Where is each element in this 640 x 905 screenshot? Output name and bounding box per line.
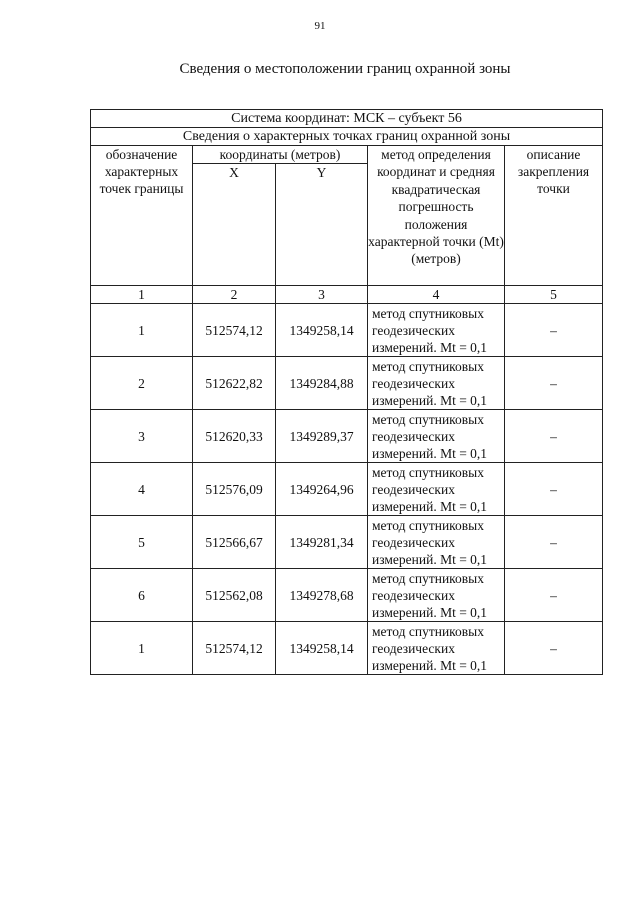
x-coordinate: 512574,12 (193, 304, 276, 357)
fixing-description: – (505, 622, 603, 675)
y-coordinate: 1349258,14 (276, 304, 368, 357)
method-description: метод спутниковых геодезических измерений. Mt = 0,1 (368, 357, 505, 410)
table-row (91, 569, 603, 622)
column-number: 5 (505, 286, 603, 304)
x-coordinate: 512574,12 (193, 622, 276, 675)
x-coordinate: 512622,82 (193, 357, 276, 410)
table-row (91, 463, 603, 516)
document-title: Сведения о местоположении границ охранной зоны (179, 61, 511, 77)
fixing-description: – (505, 304, 603, 357)
column-number: 2 (193, 286, 276, 304)
column-number: 3 (276, 286, 368, 304)
page-number: 91 (314, 20, 326, 32)
boundary-points-table (90, 109, 603, 675)
x-coordinate: 512620,33 (193, 410, 276, 463)
method-description: метод спутниковых геодезических измерений. Mt = 0,1 (368, 516, 505, 569)
table-row (91, 304, 603, 357)
point-number: 6 (91, 569, 193, 622)
method-description: метод спутниковых геодезических измерений. Mt = 0,1 (368, 463, 505, 516)
fixing-description: – (505, 463, 603, 516)
fixing-description: – (505, 516, 603, 569)
fixing-description: – (505, 410, 603, 463)
method-description: метод спутниковых геодезических измерений. Mt = 0,1 (368, 622, 505, 675)
x-coordinate: 512562,08 (193, 569, 276, 622)
point-number: 1 (91, 622, 193, 675)
column-number: 4 (368, 286, 505, 304)
method-description: метод спутниковых геодезических измерений. Mt = 0,1 (368, 569, 505, 622)
table-row (91, 622, 603, 675)
point-number: 3 (91, 410, 193, 463)
header-x: X (193, 164, 276, 286)
header-designation: обозначение характерных точек границы (91, 146, 193, 286)
point-number: 1 (91, 304, 193, 357)
table-row (91, 357, 603, 410)
header-method: метод определения координат и средняя квадратическая погрешность положения характерной точки (Mt) (метров) (368, 146, 505, 286)
x-coordinate: 512566,67 (193, 516, 276, 569)
column-number: 1 (91, 286, 193, 304)
y-coordinate: 1349284,88 (276, 357, 368, 410)
y-coordinate: 1349278,68 (276, 569, 368, 622)
method-description: метод спутниковых геодезических измерений. Mt = 0,1 (368, 410, 505, 463)
x-coordinate: 512576,09 (193, 463, 276, 516)
y-coordinate: 1349258,14 (276, 622, 368, 675)
coordinate-system-label: Система координат: МСК – субъект 56 (91, 110, 603, 128)
method-description: метод спутниковых геодезических измерений. Mt = 0,1 (368, 304, 505, 357)
point-number: 2 (91, 357, 193, 410)
table-row (91, 410, 603, 463)
y-coordinate: 1349289,37 (276, 410, 368, 463)
y-coordinate: 1349281,34 (276, 516, 368, 569)
section-title: Сведения о характерных точках границ охранной зоны (91, 128, 603, 146)
header-description: описание закрепления точки (505, 146, 603, 286)
table-row (91, 516, 603, 569)
column-number-row (91, 286, 603, 304)
point-number: 5 (91, 516, 193, 569)
fixing-description: – (505, 569, 603, 622)
fixing-description: – (505, 357, 603, 410)
header-y: Y (276, 164, 368, 286)
point-number: 4 (91, 463, 193, 516)
header-coordinates: координаты (метров) (193, 146, 368, 164)
y-coordinate: 1349264,96 (276, 463, 368, 516)
